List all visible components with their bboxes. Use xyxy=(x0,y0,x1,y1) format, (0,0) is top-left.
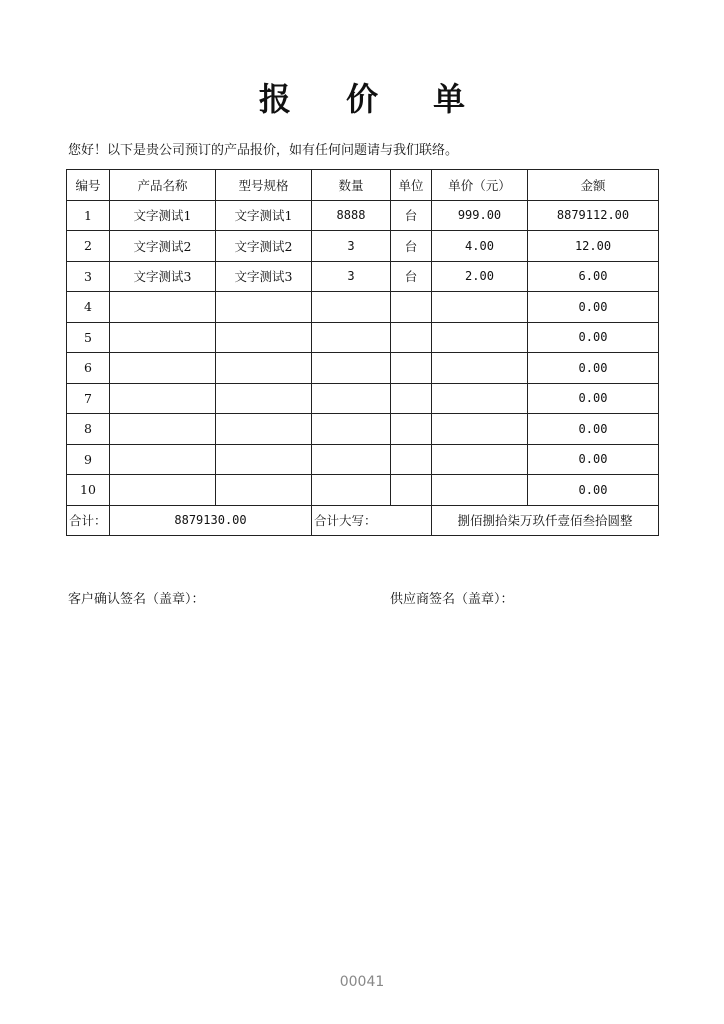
table-row xyxy=(67,475,659,506)
quote-table xyxy=(66,169,659,536)
cell-quantity xyxy=(312,353,391,384)
cell-unit-price: 999.00 xyxy=(432,200,528,231)
document-title: 报 价 单 xyxy=(258,80,488,118)
cell-id: 10 xyxy=(67,475,110,506)
greeting-text: 您好！以下是贵公司预订的产品报价，如有任何问题请与我们联络。 xyxy=(68,143,459,158)
cell-amount: 0.00 xyxy=(528,475,659,506)
cell-model xyxy=(216,353,312,384)
cell-unit-price xyxy=(432,353,528,384)
cell-product-name: 文字测试1 xyxy=(110,200,216,231)
cell-quantity: 8888 xyxy=(312,200,391,231)
cell-amount: 0.00 xyxy=(528,353,659,384)
cell-id: 2 xyxy=(67,231,110,262)
cell-unit xyxy=(391,444,432,475)
cell-id: 1 xyxy=(67,200,110,231)
cell-product-name: 文字测试3 xyxy=(110,261,216,292)
cell-product-name xyxy=(110,444,216,475)
table-row xyxy=(67,383,659,414)
cell-id: 6 xyxy=(67,353,110,384)
cell-product-name xyxy=(110,292,216,323)
cell-model xyxy=(216,414,312,445)
cell-product-name xyxy=(110,322,216,353)
cell-unit-price xyxy=(432,383,528,414)
cell-quantity xyxy=(312,322,391,353)
header-cell-price: 单价（元） xyxy=(432,170,528,201)
cell-id: 7 xyxy=(67,383,110,414)
cell-amount: 8879112.00 xyxy=(528,200,659,231)
cell-quantity xyxy=(312,383,391,414)
cell-amount: 0.00 xyxy=(528,414,659,445)
cell-amount: 6.00 xyxy=(528,261,659,292)
cell-unit-price xyxy=(432,414,528,445)
cell-unit xyxy=(391,383,432,414)
cell-unit-price xyxy=(432,322,528,353)
cell-amount: 12.00 xyxy=(528,231,659,262)
cell-unit-price xyxy=(432,444,528,475)
cell-unit xyxy=(391,353,432,384)
total-words: 捌佰捌拾柒万玖仟壹佰叁拾圆整 xyxy=(432,505,659,536)
cell-id: 9 xyxy=(67,444,110,475)
header-cell-model: 型号规格 xyxy=(216,170,312,201)
table-row xyxy=(67,353,659,384)
page-number: 00041 xyxy=(339,974,385,990)
cell-unit xyxy=(391,475,432,506)
cell-model: 文字测试1 xyxy=(216,200,312,231)
cell-amount: 0.00 xyxy=(528,322,659,353)
cell-unit-price xyxy=(432,292,528,323)
cell-id: 4 xyxy=(67,292,110,323)
cell-product-name xyxy=(110,475,216,506)
cell-unit xyxy=(391,414,432,445)
supplier-signature-label: 供应商签名（盖章）： xyxy=(390,592,514,607)
cell-quantity xyxy=(312,444,391,475)
cell-unit xyxy=(391,292,432,323)
cell-product-name xyxy=(110,353,216,384)
header-cell-qty: 数量 xyxy=(312,170,391,201)
header-cell-unit: 单位 xyxy=(391,170,432,201)
table-row xyxy=(67,200,659,231)
cell-unit-price: 4.00 xyxy=(432,231,528,262)
table-row xyxy=(67,261,659,292)
cell-product-name: 文字测试2 xyxy=(110,231,216,262)
cell-amount: 0.00 xyxy=(528,444,659,475)
cell-model xyxy=(216,292,312,323)
table-row xyxy=(67,292,659,323)
table-header-row xyxy=(67,170,659,201)
cell-quantity xyxy=(312,292,391,323)
cell-unit: 台 xyxy=(391,261,432,292)
header-cell-product: 产品名称 xyxy=(110,170,216,201)
cell-model: 文字测试3 xyxy=(216,261,312,292)
cell-model: 文字测试2 xyxy=(216,231,312,262)
cell-quantity xyxy=(312,414,391,445)
cell-quantity: 3 xyxy=(312,261,391,292)
table-row xyxy=(67,231,659,262)
cell-model xyxy=(216,444,312,475)
cell-unit-price xyxy=(432,475,528,506)
cell-model xyxy=(216,322,312,353)
header-cell-amount: 金额 xyxy=(528,170,659,201)
cell-quantity xyxy=(312,475,391,506)
cell-model xyxy=(216,475,312,506)
cell-id: 5 xyxy=(67,322,110,353)
cell-quantity: 3 xyxy=(312,231,391,262)
total-label: 合计： xyxy=(67,505,110,536)
cell-unit xyxy=(391,322,432,353)
table-row xyxy=(67,322,659,353)
cell-id: 8 xyxy=(67,414,110,445)
cell-unit: 台 xyxy=(391,200,432,231)
cell-product-name xyxy=(110,414,216,445)
total-row xyxy=(67,505,659,536)
cell-amount: 0.00 xyxy=(528,292,659,323)
customer-signature-label: 客户确认签名（盖章）： xyxy=(68,592,205,607)
cell-amount: 0.00 xyxy=(528,383,659,414)
cell-unit-price: 2.00 xyxy=(432,261,528,292)
table-row xyxy=(67,414,659,445)
cell-id: 3 xyxy=(67,261,110,292)
cell-unit: 台 xyxy=(391,231,432,262)
total-words-label: 合计大写： xyxy=(312,505,432,536)
cell-model xyxy=(216,383,312,414)
total-value: 8879130.00 xyxy=(110,505,312,536)
header-cell-id: 编号 xyxy=(67,170,110,201)
cell-product-name xyxy=(110,383,216,414)
table-row xyxy=(67,444,659,475)
